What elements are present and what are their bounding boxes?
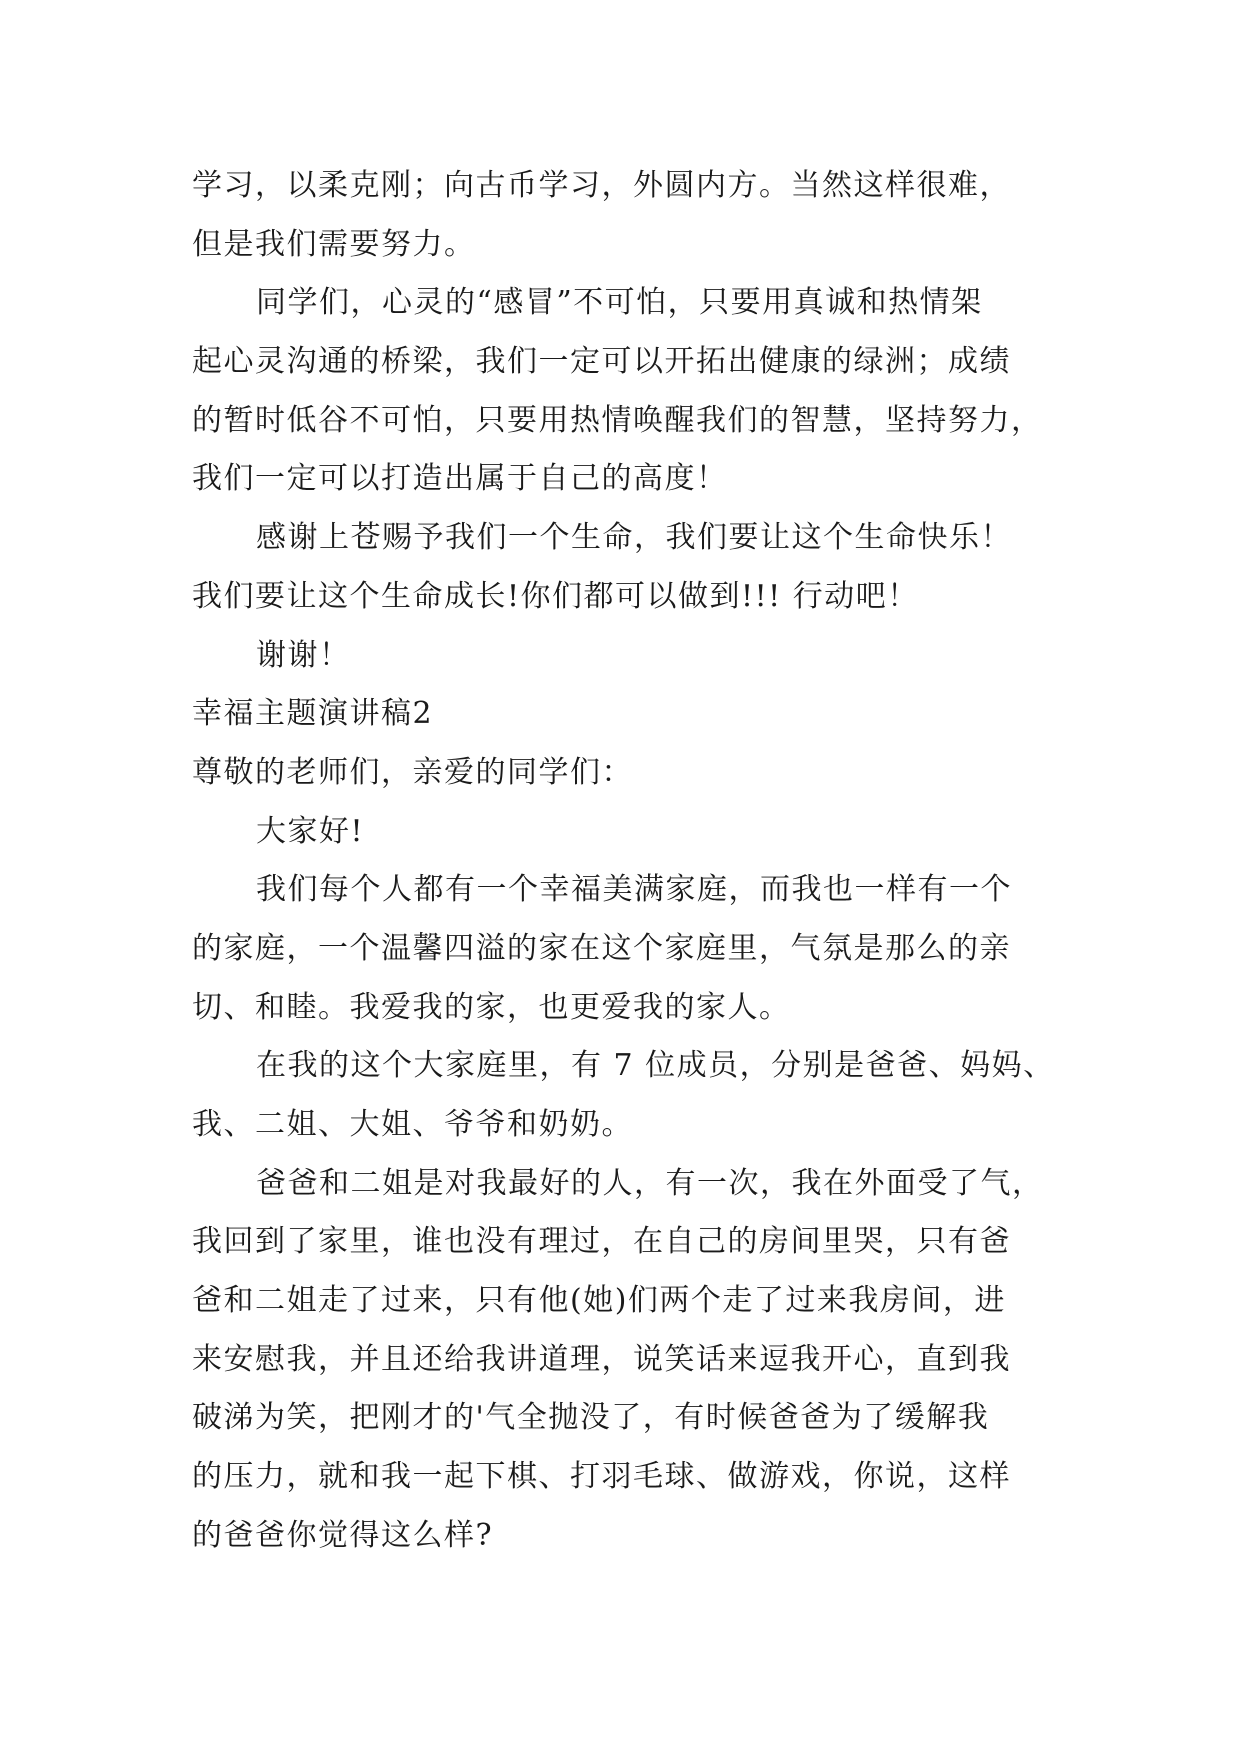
text-line: 的家庭，一个温馨四溢的家在这个家庭里，气氛是那么的亲: [192, 930, 1011, 966]
text-line: 破涕为笑，把刚才的'气全抛没了，有时候爸爸为了缓解我: [192, 1400, 990, 1436]
text-line: 我回到了家里，谁也没有理过，在自己的房间里哭，只有爸: [192, 1224, 1011, 1260]
text-line: 的爸爸你觉得这么样?: [192, 1517, 494, 1553]
text-line: 在我的这个大家庭里，有 7 位成员，分别是爸爸、妈妈、: [256, 1048, 1055, 1084]
text-line: 我们每个人都有一个幸福美满家庭，而我也一样有一个: [256, 872, 1012, 908]
text-line: 我们要让这个生命成长!你们都可以做到!!! 行动吧！: [192, 578, 919, 614]
text-line: 的压力，就和我一起下棋、打羽毛球、做游戏，你说，这样: [192, 1459, 1011, 1495]
text-line: 同学们，心灵的“感冒”不可怕，只要用真诚和热情架: [256, 285, 983, 321]
greeting: 大家好!: [256, 813, 365, 849]
salutation: 尊敬的老师们，亲爱的同学们：: [192, 754, 633, 790]
section-title: 幸福主题演讲稿2: [192, 696, 434, 732]
text-line: 感谢上苍赐予我们一个生命，我们要让这个生命快乐！: [256, 520, 1012, 556]
text-line: 起心灵沟通的桥梁，我们一定可以开拓出健康的绿洲；成绩: [192, 344, 1011, 380]
text-line: 我、二姐、大姐、爷爷和奶奶。: [192, 1107, 633, 1142]
text-line: 谢谢！: [256, 637, 351, 673]
text-line: 爸爸和二姐是对我最好的人，有一次，我在外面受了气，: [256, 1165, 1044, 1201]
text-line: 学习，以柔克刚；向古币学习，外圆内方。当然这样很难，: [192, 168, 1011, 203]
text-line: 但是我们需要努力。: [192, 226, 476, 262]
text-line: 切、和睦。我爱我的家，也更爱我的家人。: [192, 989, 791, 1025]
text-line: 我们一定可以打造出属于自己的高度！: [192, 461, 728, 497]
document-body: [192, 157, 1062, 1566]
text-line: 来安慰我，并且还给我讲道理，说笑话来逗我开心，直到我: [192, 1341, 1011, 1377]
text-line: 爸和二姐走了过来，只有他(她)们两个走了过来我房间，进: [192, 1283, 1006, 1319]
text-line: 的暂时低谷不可怕，只要用热情唤醒我们的智慧，坚持努力，: [192, 402, 1043, 438]
